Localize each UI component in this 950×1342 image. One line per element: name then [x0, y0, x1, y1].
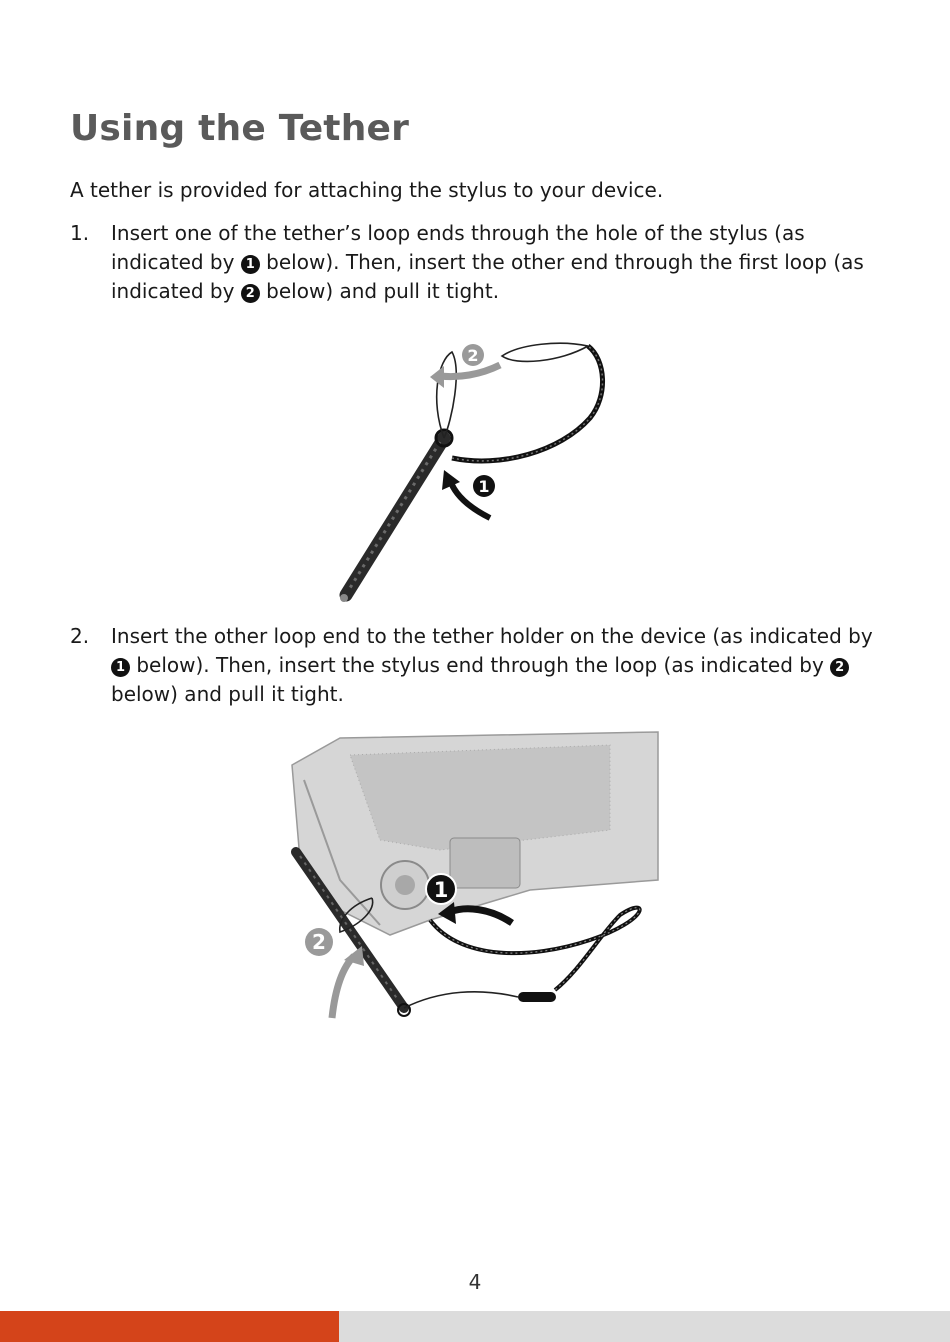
- arrow-icon: [332, 956, 354, 1018]
- step-number: 1.: [70, 221, 90, 245]
- marker-2-icon: 2: [830, 658, 849, 677]
- step-text: [111, 622, 890, 709]
- footer-bar: [0, 1311, 950, 1342]
- arrow-icon: [440, 365, 500, 377]
- arrow-icon: [450, 909, 512, 923]
- figure-marker-label: 2: [467, 346, 479, 365]
- stylus-tether-illustration: [320, 330, 620, 610]
- marker-1-icon: 1: [241, 255, 260, 274]
- figure-marker-label: 1: [433, 878, 449, 902]
- page-title: Using the Tether: [70, 108, 410, 149]
- tablet-device-icon: [292, 732, 658, 935]
- page-number: 4: [468, 1270, 482, 1294]
- device-tether-illustration: [280, 720, 680, 1030]
- figure-marker-label: 1: [478, 477, 490, 496]
- step-text-part: below) and pull it tight.: [259, 279, 500, 303]
- tether-loop-icon: [437, 352, 457, 438]
- step-number: 2.: [70, 624, 90, 648]
- step-text: [111, 219, 890, 306]
- marker-1-icon: 1: [111, 658, 130, 677]
- step-1: [70, 219, 890, 306]
- step-text-part: Insert the other loop end to the tether holder on the device (as indicated by: [111, 624, 873, 648]
- marker-2-icon: 2: [241, 284, 260, 303]
- step-text-part: below) and pull it tight.: [111, 682, 344, 706]
- step-2: [70, 622, 890, 709]
- step-text-part: below). Then, insert the stylus end through the loop (as indicated by: [130, 653, 831, 677]
- intro-paragraph: A tether is provided for attaching the stylus to your device.: [70, 178, 664, 202]
- footer-accent-bar: [0, 1311, 339, 1342]
- figure-marker-label: 2: [312, 930, 326, 954]
- step-text-part: below). Then, insert the other end through the first loop (as indicated by: [111, 250, 864, 303]
- coil-cord-icon: [430, 908, 640, 990]
- step-text-part: Insert one of the tether’s loop ends through the hole of the stylus (as indicated by: [111, 221, 805, 274]
- stylus-icon: [340, 430, 452, 602]
